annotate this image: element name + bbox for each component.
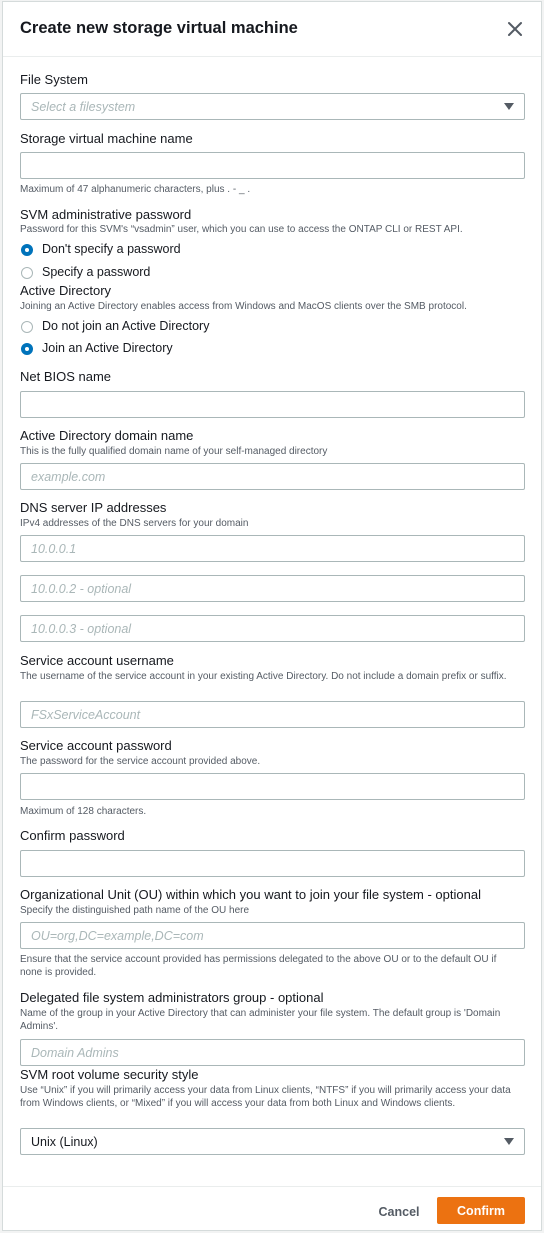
caret-down-icon <box>504 1138 514 1145</box>
dns-ip-1-input[interactable] <box>20 535 525 562</box>
ad-domain-description: This is the fully qualified domain name of your self-managed directory <box>20 446 328 457</box>
confirm-button[interactable]: Confirm <box>437 1197 525 1224</box>
security-style-label: SVM root volume security style <box>20 1067 199 1082</box>
svm-name-hint: Maximum of 47 alphanumeric characters, plus . - _ . <box>20 184 251 195</box>
ou-description: Specify the distinguished path name of the OU here <box>20 905 250 916</box>
radio-label: Specify a password <box>42 265 151 279</box>
admin-group-label: Delegated file system administrators group - optional <box>20 990 324 1005</box>
admin-group-input[interactable] <box>20 1039 525 1066</box>
service-username-description: The username of the service account in your existing Active Directory. Do not include a domain prefix or suffix. <box>20 671 507 682</box>
close-icon[interactable] <box>503 17 527 41</box>
svm-name-label: Storage virtual machine name <box>20 131 193 146</box>
security-style-select[interactable] <box>20 1128 525 1155</box>
admin-group-description: Name of the group in your Active Directory that can administer your file system. The default group is 'Domain Admins'. <box>20 1008 501 1032</box>
confirm-password-label: Confirm password <box>20 828 125 843</box>
modal-title: Create new storage virtual machine <box>20 19 298 37</box>
dns-ip-2-input[interactable] <box>20 575 525 602</box>
modal-header <box>3 2 541 57</box>
confirm-password-input[interactable] <box>20 850 525 877</box>
file-system-placeholder: Select a filesystem <box>31 100 136 114</box>
dns-ip-3-input[interactable] <box>20 615 525 642</box>
radio-label: Don't specify a password <box>42 242 181 256</box>
ad-domain-label: Active Directory domain name <box>20 428 194 443</box>
create-svm-modal <box>2 1 542 1231</box>
radio-label: Join an Active Directory <box>42 341 173 355</box>
active-directory-description: Joining an Active Directory enables access from Windows and MacOS clients over the SMB protocol. <box>20 301 467 312</box>
svm-name-input[interactable] <box>20 152 525 179</box>
svm-password-description: Password for this SVM's “vsadmin” user, which you can use to access the ONTAP CLI or REST API. <box>20 224 463 235</box>
dns-description: IPv4 addresses of the DNS servers for your domain <box>20 518 249 529</box>
active-directory-label: Active Directory <box>20 283 112 298</box>
modal-footer <box>3 1186 541 1231</box>
ou-input[interactable] <box>20 922 525 949</box>
dns-label: DNS server IP addresses <box>20 500 167 515</box>
caret-down-icon <box>504 103 514 110</box>
service-password-input[interactable] <box>20 773 525 800</box>
ou-label: Organizational Unit (OU) within which you want to join your file system - optional <box>20 887 481 902</box>
security-style-description: Use “Unix” if you will primarily access your data from Linux clients, “NTFS” if you will primarily access your data from Windows clients, or “Mixed” if you will access your data from both Linux and Windows clients. <box>20 1085 511 1109</box>
cancel-button[interactable]: Cancel <box>368 1199 430 1225</box>
service-password-hint: Maximum of 128 characters. <box>20 806 147 817</box>
ad-domain-input[interactable] <box>20 463 525 490</box>
file-system-label: File System <box>20 72 88 87</box>
service-password-description: The password for the service account provided above. <box>20 756 261 767</box>
service-username-label: Service account username <box>20 653 174 668</box>
security-style-value: Unix (Linux) <box>31 1135 98 1149</box>
ou-hint: Ensure that the service account provided has permissions delegated to the above OU or to the default OU if none is provided. <box>20 954 497 978</box>
radio-selected-icon <box>21 244 33 256</box>
service-username-input[interactable] <box>20 701 525 728</box>
radio-label: Do not join an Active Directory <box>42 319 210 333</box>
file-system-select[interactable] <box>20 93 525 120</box>
radio-unselected-icon <box>21 321 33 333</box>
service-password-label: Service account password <box>20 738 172 753</box>
netbios-input[interactable] <box>20 391 525 418</box>
radio-selected-icon <box>21 343 33 355</box>
svm-password-label: SVM administrative password <box>20 207 192 222</box>
radio-unselected-icon <box>21 267 33 279</box>
netbios-label: Net BIOS name <box>20 369 112 384</box>
